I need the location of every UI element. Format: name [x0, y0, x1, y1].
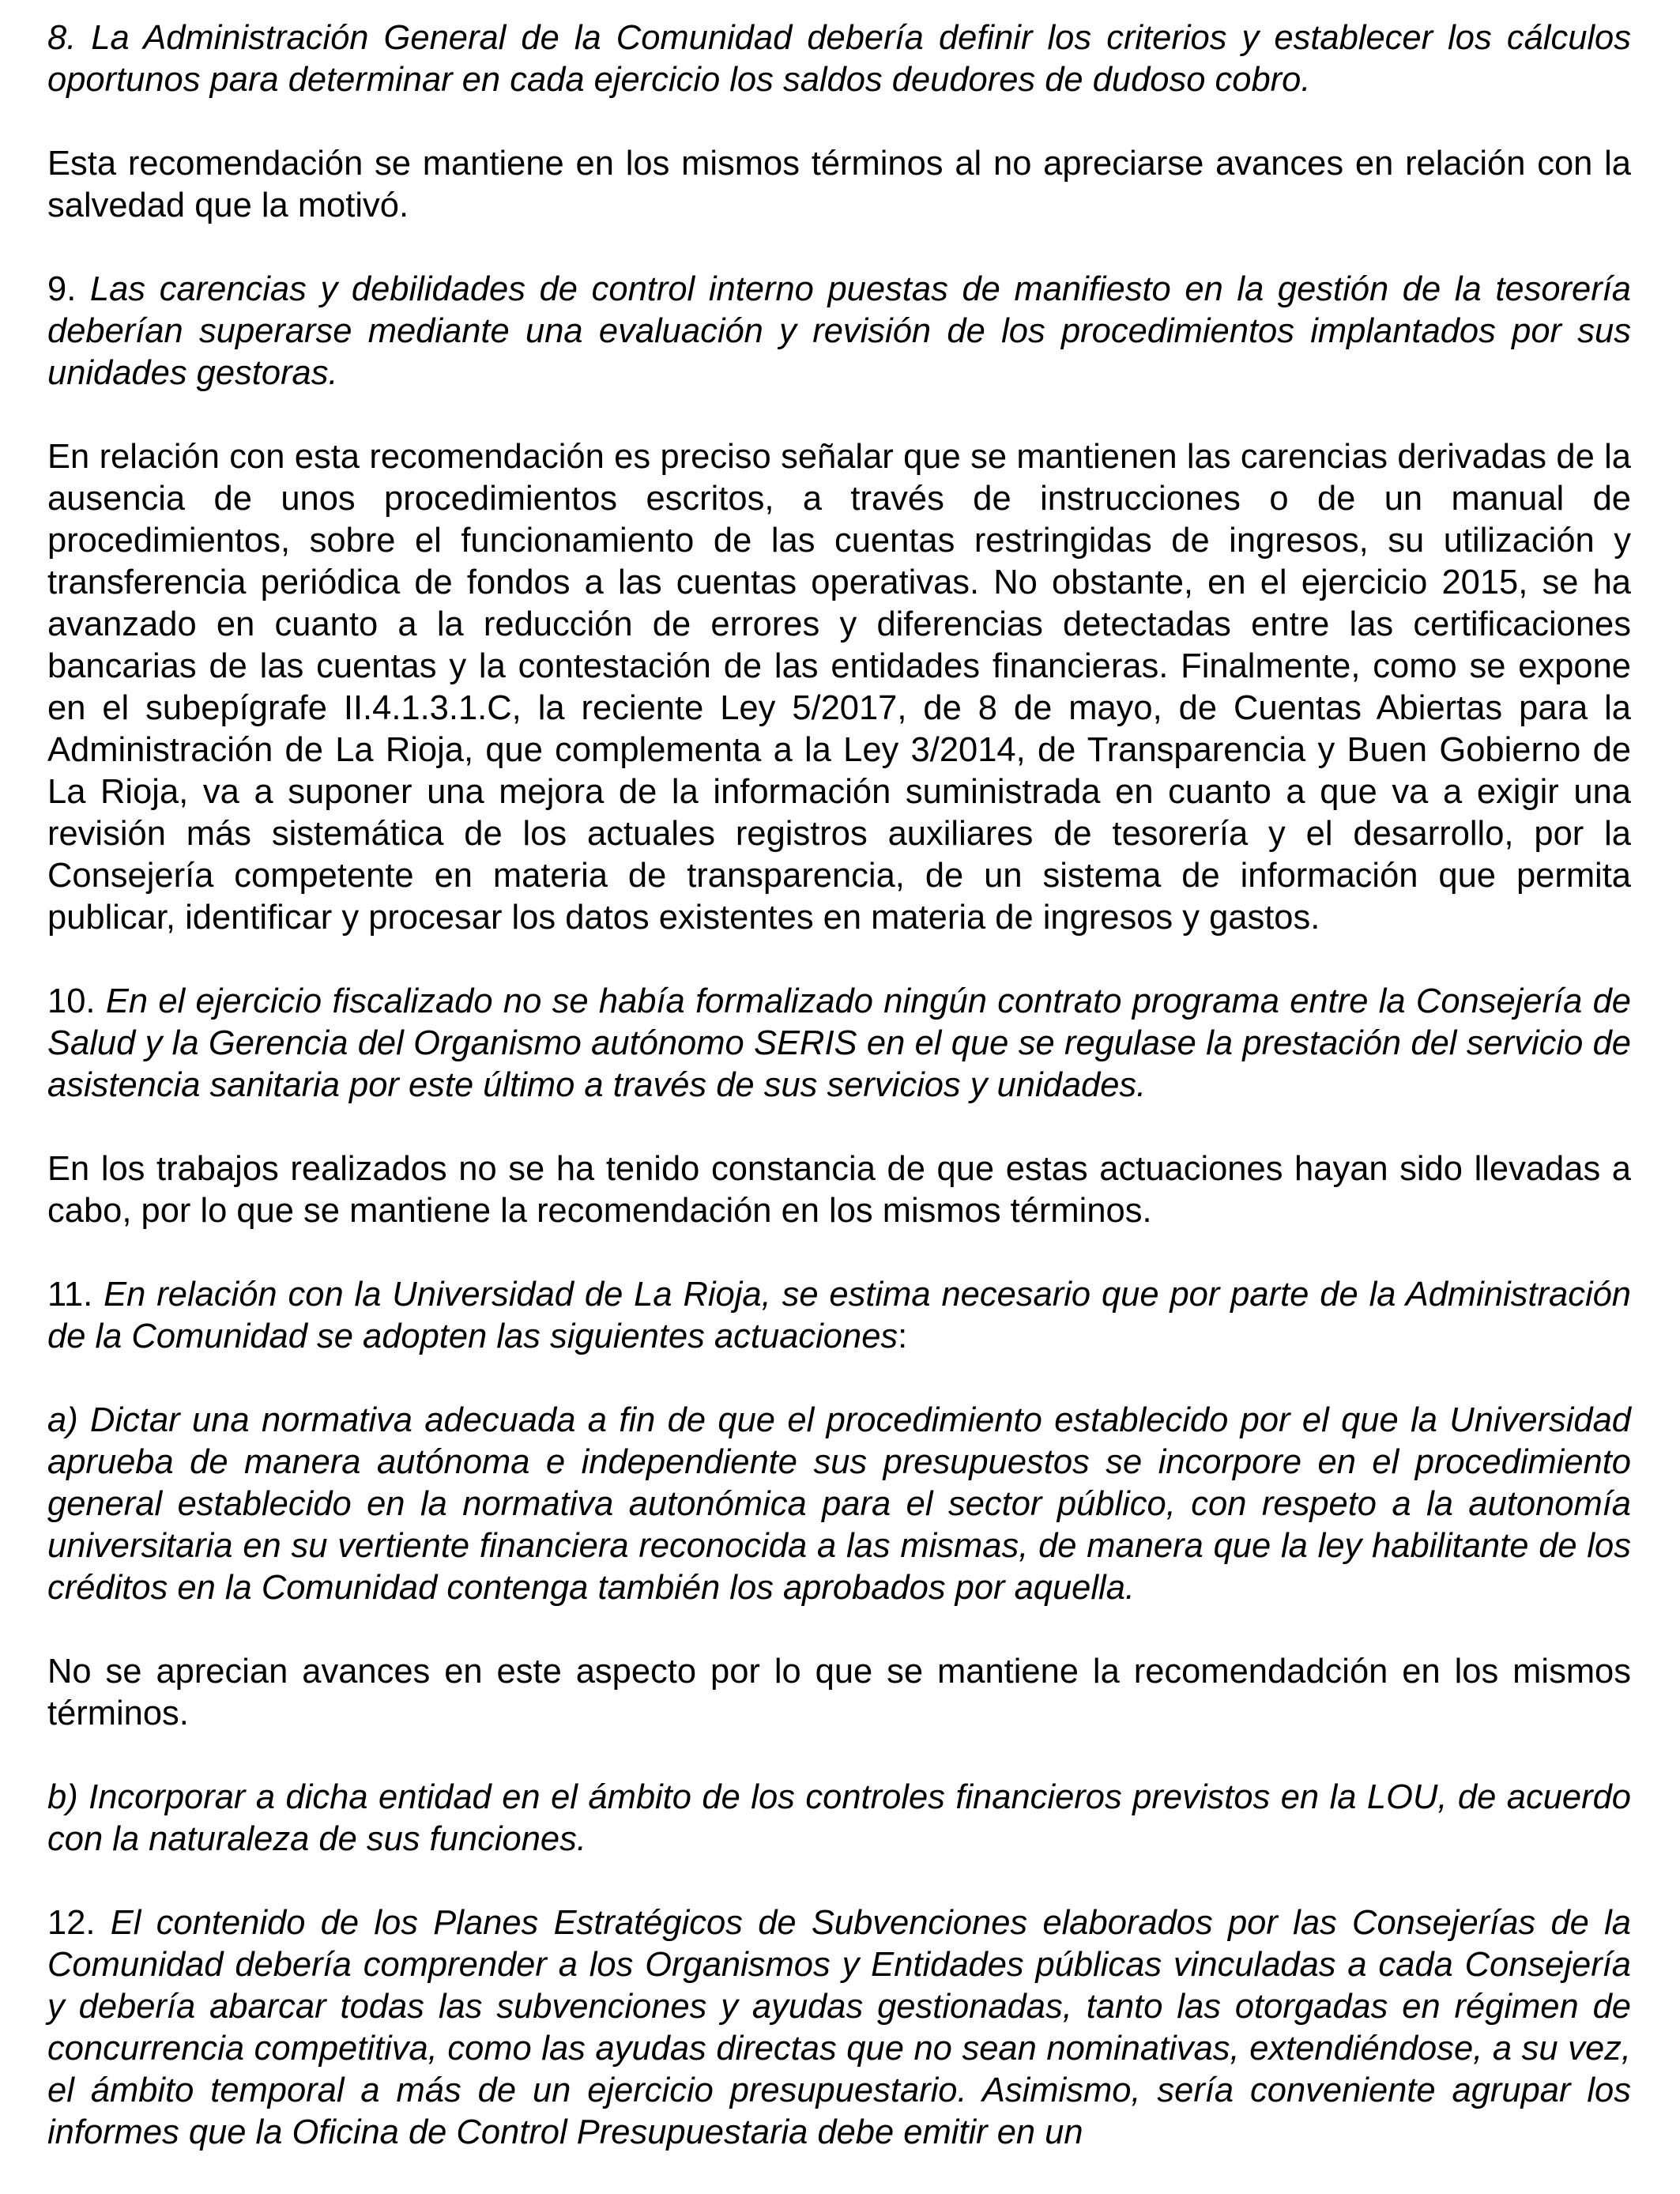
paragraph-suffix: : — [898, 1318, 908, 1355]
paragraph-response-9 — [47, 436, 1631, 939]
paragraph-text: En el ejercicio fiscalizado no se había formalizado ningún contrato programa entre la Consejería de Salud y la Gerencia del Organismo autónomo SERIS en el que se regulase la prestación del servicio de asistencia sanitaria por este último a través de sus servicios y unidades. — [47, 982, 1631, 1104]
paragraph-number: 12. — [47, 1904, 96, 1942]
paragraph-recommendation-11a — [47, 1400, 1631, 1609]
paragraph-response-11a — [47, 1651, 1631, 1735]
paragraph-recommendation-9 — [47, 269, 1631, 394]
paragraph-number: 10. — [47, 982, 96, 1020]
paragraph-text: En relación con esta recomendación es preciso señalar que se mantienen las carencias derivadas de la ausencia de unos procedimientos escritos, a través de instrucciones o de un manual de procedimientos, sobre el funcionamiento de las cuentas restringidas de ingresos, su utilización y transferencia periódica de fondos a las cuentas operativas. No obstante, en el ejercicio 2015, se ha avanzado en cuanto a la reducción de errores y diferencias detectadas entre las certificaciones bancarias de las cuentas y la contestación de las entidades financieras. Finalmente, como se expone en el subepígrafe II.4.1.3.1.C, la reciente Ley 5/2017, de 8 de mayo, de Cuentas Abiertas para la Administración de La Rioja, que complementa a la Ley 3/2014, de Transparencia y Buen Gobierno de La Rioja, va a suponer una mejora de la información suministrada en cuanto a que va a exigir una revisión más sistemática de los actuales registros auxiliares de tesorería y el desarrollo, por la Consejería competente en materia de transparencia, de un sistema de información que permita publicar, identificar y procesar los datos existentes en materia de ingresos y gastos. — [47, 438, 1631, 937]
paragraph-text: a) Dictar una normativa adecuada a fin de que el procedimiento establecido por el que la Universidad aprueba de manera autónoma e independiente sus presupuestos se incorpore en el procedimiento general establecido en la normativa autonómica para el sector público, con respeto a la autonomía universitaria en su vertiente financiera reconocida a las mismas, de manera que la ley habilitante de los créditos en la Comunidad contenga también los aprobados por aquella. — [47, 1401, 1631, 1607]
paragraph-recommendation-8 — [47, 17, 1631, 101]
paragraph-recommendation-12 — [47, 1902, 1631, 2154]
paragraph-recommendation-10 — [47, 981, 1631, 1106]
paragraph-recommendation-11b — [47, 1777, 1631, 1860]
paragraph-response-10 — [47, 1148, 1631, 1232]
paragraph-text: No se aprecian avances en este aspecto por lo que se mantiene la recomendadción en los mismos términos. — [47, 1653, 1631, 1732]
paragraph-recommendation-11 — [47, 1274, 1631, 1358]
paragraph-response-8 — [47, 143, 1631, 227]
paragraph-text: Esta recomendación se mantiene en los mismos términos al no apreciarse avances en relación con la salvedad que la motivó. — [47, 145, 1631, 224]
paragraph-text: En relación con la Universidad de La Rioja, se estima necesario que por parte de la Administración de la Comunidad se adopten las siguientes actuaciones — [47, 1276, 1631, 1355]
paragraph-number: 11. — [47, 1276, 93, 1314]
paragraph-text: 8. La Administración General de la Comunidad debería definir los criterios y establecer los cálculos oportunos para determinar en cada ejercicio los saldos deudores de dudoso cobro. — [47, 19, 1631, 99]
paragraph-text: El contenido de los Planes Estratégicos de Subvenciones elaborados por las Consejerías de la Comunidad debería comprender a los Organismos y Entidades públicas vinculadas a cada Consejería y debería abarcar todas las subvenciones y ayudas gestionadas, tanto las otorgadas en régimen de concurrencia competitiva, como las ayudas directas que no sean nominativas, extendiéndose, a su vez, el ámbito temporal a más de un ejercicio presupuestario. Asimismo, sería conveniente agrupar los informes que la Oficina de Control Presupuestaria debe emitir en un — [47, 1904, 1631, 2151]
document-page — [47, 17, 1631, 2154]
paragraph-text: Las carencias y debilidades de control interno puestas de manifiesto en la gestión de la tesorería deberían superarse mediante una evaluación y revisión de los procedimientos implantados por sus unidades gestoras. — [47, 270, 1631, 392]
paragraph-text: En los trabajos realizados no se ha tenido constancia de que estas actuaciones hayan sido llevadas a cabo, por lo que se mantiene la recomendación en los mismos términos. — [47, 1150, 1631, 1230]
paragraph-number: 9. — [47, 270, 77, 308]
paragraph-text: b) Incorporar a dicha entidad en el ámbito de los controles financieros previstos en la LOU, de acuerdo con la naturaleza de sus funciones. — [47, 1778, 1631, 1858]
